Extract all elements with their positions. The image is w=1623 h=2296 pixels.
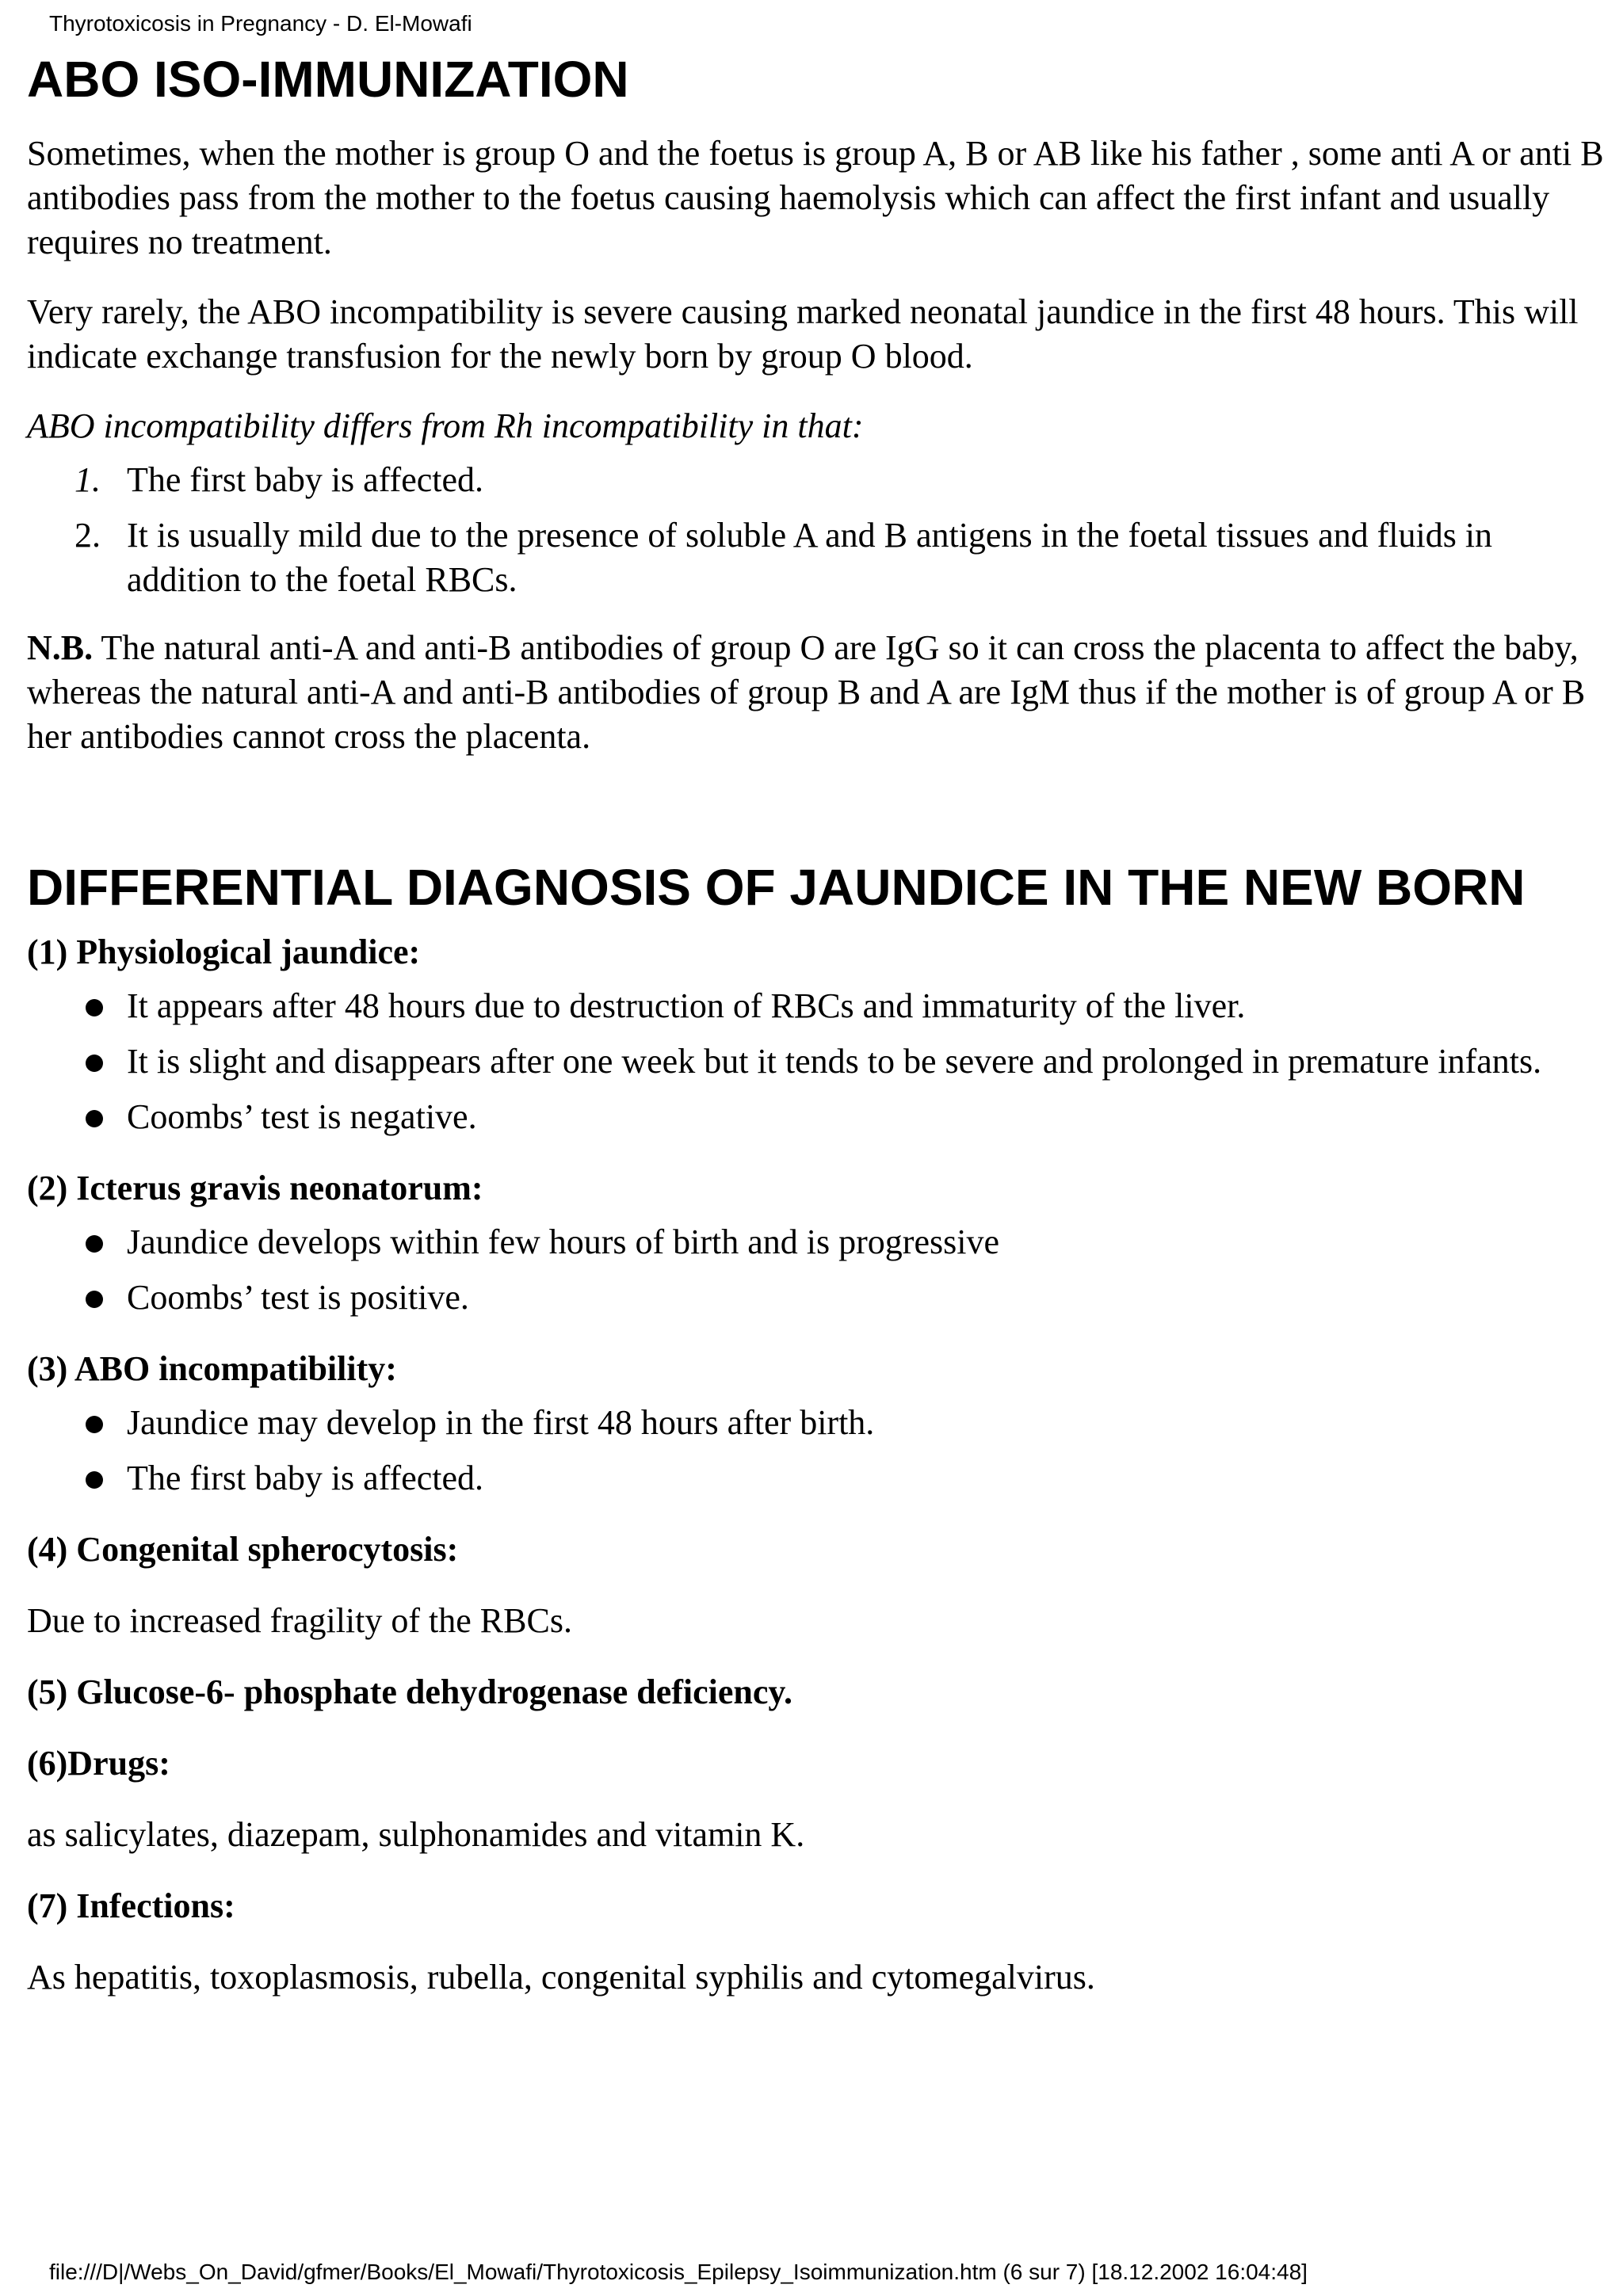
abo-differs-intro: ABO incompatibility differs from Rh incompatibility in that: [27, 406, 864, 445]
list-item-text: Jaundice may develop in the first 48 hours after birth. [127, 1403, 875, 1442]
list-item [27, 1276, 1604, 1320]
page-footer-url: file:///D|/Webs_On_David/gfmer/Books/El_Mowafi/Thyrotoxicosis_Epilepsy_Isoimmunization.htm (6 sur 7) [18.12.2002 16:04:48] [49, 2260, 1308, 2284]
bullet-icon [86, 1291, 103, 1308]
dd-heading-5: (5) Glucose-6- phosphate dehydrogenase deficiency. [27, 1672, 792, 1711]
bullet-icon [86, 1416, 103, 1433]
list-item [27, 1095, 1604, 1139]
nb-label: N.B. [27, 628, 94, 667]
list-item-text: The first baby is affected. [127, 460, 484, 499]
dd-heading-4: (4) Congenital spherocytosis: [27, 1530, 459, 1569]
dd-heading-1: (1) Physiological jaundice: [27, 933, 421, 971]
list-item-text: It is slight and disappears after one week but it tends to be severe and prolonged in premature infants. [127, 1042, 1542, 1081]
dd-text-6: as salicylates, diazepam, sulphonamides and vitamin K. [27, 1815, 805, 1854]
list-item [27, 984, 1604, 1028]
document-content [27, 48, 1604, 2000]
bullet-icon [86, 1471, 103, 1489]
page-header: Thyrotoxicosis in Pregnancy - D. El-Mowafi [49, 11, 472, 36]
list-item [27, 1401, 1604, 1445]
list-item-text: Coombs’ test is negative. [127, 1097, 477, 1136]
abo-numbered-list [27, 458, 1604, 602]
list-item-text: Coombs’ test is positive. [127, 1278, 469, 1317]
dd-bullet-list-3 [27, 1401, 1604, 1501]
bullet-icon [86, 1055, 103, 1072]
list-item-text: The first baby is affected. [127, 1459, 484, 1497]
list-number: 1. [74, 460, 101, 499]
bullet-icon [86, 1235, 103, 1253]
list-item [27, 1456, 1604, 1501]
list-item [27, 458, 1604, 502]
abo-paragraph-1: Sometimes, when the mother is group O and the foetus is group A, B or AB like his father , some anti A or anti B antibodies pass from the mother to the foetus causing haemolysis which can affect the first infant and usually requires no treatment. [27, 134, 1604, 261]
bullet-icon [86, 1110, 103, 1127]
dd-bullet-list-2 [27, 1220, 1604, 1320]
list-number: 2. [74, 516, 101, 555]
dd-text-4: Due to increased fragility of the RBCs. [27, 1601, 572, 1640]
dd-heading-2: (2) Icterus gravis neonatorum: [27, 1169, 483, 1207]
list-item [27, 1220, 1604, 1264]
abo-paragraph-2: Very rarely, the ABO incompatibility is severe causing marked neonatal jaundice in the first 48 hours. This will indicate exchange transfusion for the newly born by group O blood. [27, 292, 1579, 376]
list-item [27, 1039, 1604, 1084]
section-title-differential: DIFFERENTIAL DIAGNOSIS OF JAUNDICE IN THE NEW BORN [27, 859, 1526, 916]
dd-bullet-list-1 [27, 984, 1604, 1139]
dd-heading-7: (7) Infections: [27, 1886, 235, 1925]
nb-paragraph [27, 626, 1604, 759]
bullet-icon [86, 999, 103, 1016]
list-item-text: Jaundice develops within few hours of birth and is progressive [127, 1222, 999, 1261]
nb-text: The natural anti-A and anti-B antibodies of group O are IgG so it can cross the placenta to affect the baby, whereas the natural anti-A and anti-B antibodies of group B and A are IgM thus if the mother is of group A or B her antibodies cannot cross the placenta. [27, 628, 1586, 756]
list-item [27, 513, 1604, 602]
list-item-text: It appears after 48 hours due to destruction of RBCs and immaturity of the liver. [127, 986, 1246, 1025]
dd-text-7: As hepatitis, toxoplasmosis, rubella, congenital syphilis and cytomegalvirus. [27, 1958, 1095, 1997]
dd-heading-6: (6)Drugs: [27, 1744, 170, 1783]
list-item-text: It is usually mild due to the presence of soluble A and B antigens in the foetal tissues and fluids in addition to the foetal RBCs. [127, 516, 1493, 599]
dd-heading-3: (3) ABO incompatibility: [27, 1349, 397, 1388]
section-title-abo: ABO ISO-IMMUNIZATION [27, 51, 629, 108]
